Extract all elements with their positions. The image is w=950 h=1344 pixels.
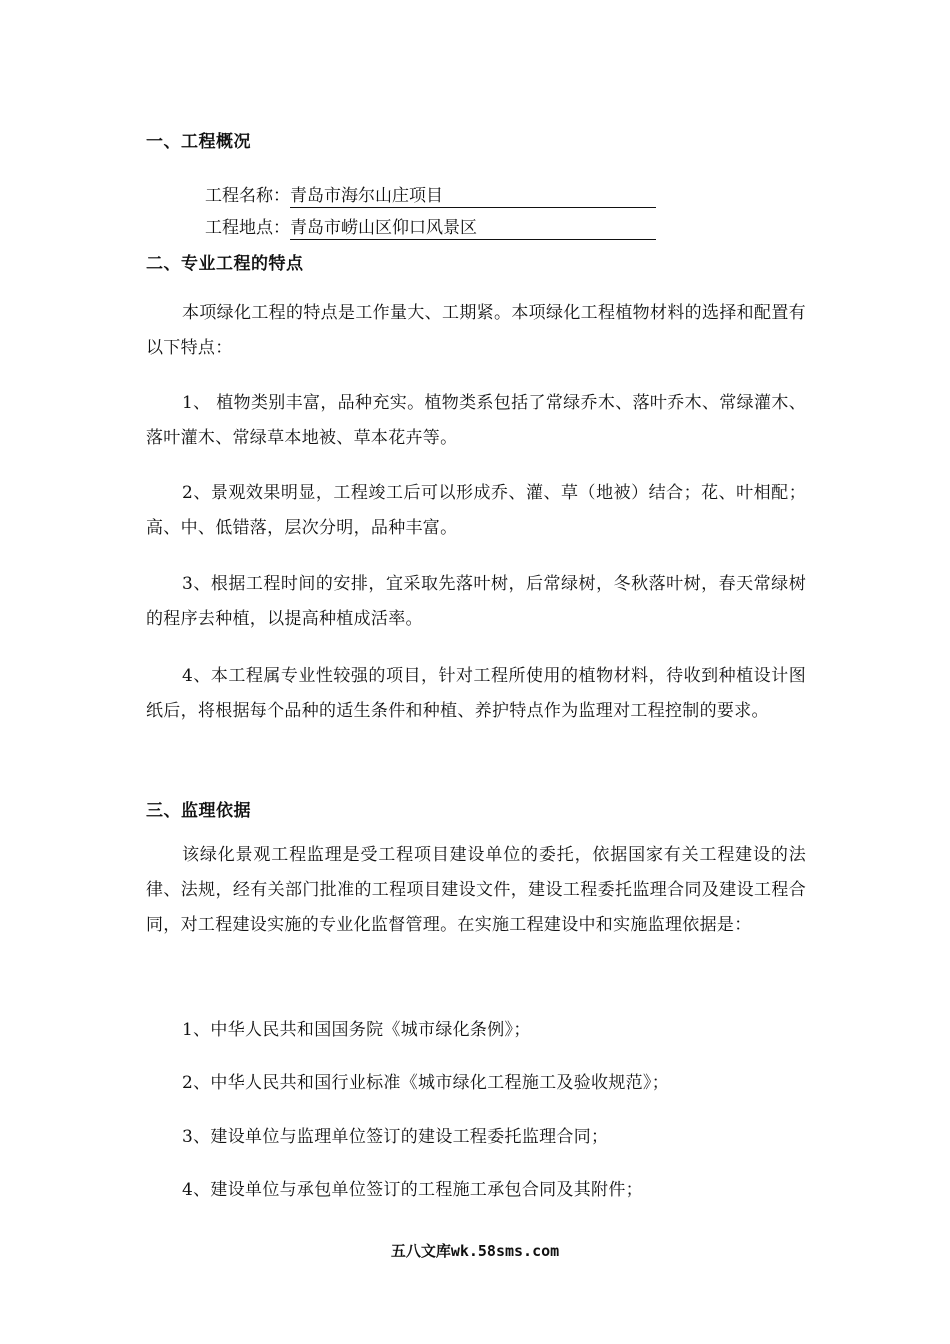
basis-item-3: 3、建设单位与监理单位签订的建设工程委托监理合同；: [182, 1127, 609, 1147]
project-name-value: 青岛市海尔山庄项目: [290, 185, 656, 208]
footer-watermark-text: 五八文库wk.58sms.com: [390, 1242, 560, 1260]
feature-point-3: 3、根据工程时间的安排，宜采取先落叶树，后常绿树，冬秋落叶树，春天常绿树的程序去种植，以提高种植成活率。: [146, 574, 806, 629]
basis-intro-paragraph: 该绿化景观工程监理是受工程项目建设单位的委托，依据国家有关工程建设的法律、法规，经有关部门批准的工程项目建设文件，建设工程委托监理合同及建设工程合同，对工程建设实施的专业化监督管理。在实施工程建设中和实施监理依据是：: [146, 845, 806, 935]
feature-point-2: 2、景观效果明显，工程竣工后可以形成乔、灌、草（地被）结合；花、叶相配；高、中、低错落，层次分明，品种丰富。: [146, 483, 806, 538]
project-site-field: [205, 213, 656, 240]
basis-item-2: 2、中华人民共和国行业标准《城市绿化工程施工及验收规范》；: [182, 1073, 670, 1093]
section-heading-basis: 三、监理依据: [146, 801, 251, 821]
feature-point-4: 4、本工程属专业性较强的项目，针对工程所使用的植物材料，待收到种植设计图纸后，将根据每个品种的适生条件和种植、养护特点作为监理对工程控制的要求。: [146, 666, 806, 721]
feature-point-1: 1、 植物类别丰富，品种充实。植物类系包括了常绿乔木、落叶乔木、常绿灌木、落叶灌木、常绿草本地被、草本花卉等。: [146, 393, 806, 448]
project-site-value: 青岛市崂山区仰口风景区: [290, 217, 656, 240]
project-name-field: [205, 181, 656, 208]
section-heading-features: 二、专业工程的特点: [146, 254, 304, 274]
basis-item-1: 1、中华人民共和国国务院《城市绿化条例》；: [182, 1020, 531, 1040]
project-name-label: 工程名称：: [205, 186, 290, 206]
section-heading-overview: 一、工程概况: [146, 132, 251, 152]
features-intro-paragraph: 本项绿化工程的特点是工作量大、工期紧。本项绿化工程植物材料的选择和配置有以下特点：: [146, 303, 806, 358]
project-site-label: 工程地点：: [205, 218, 290, 238]
basis-item-4: 4、建设单位与承包单位签订的工程施工承包合同及其附件；: [182, 1180, 643, 1200]
